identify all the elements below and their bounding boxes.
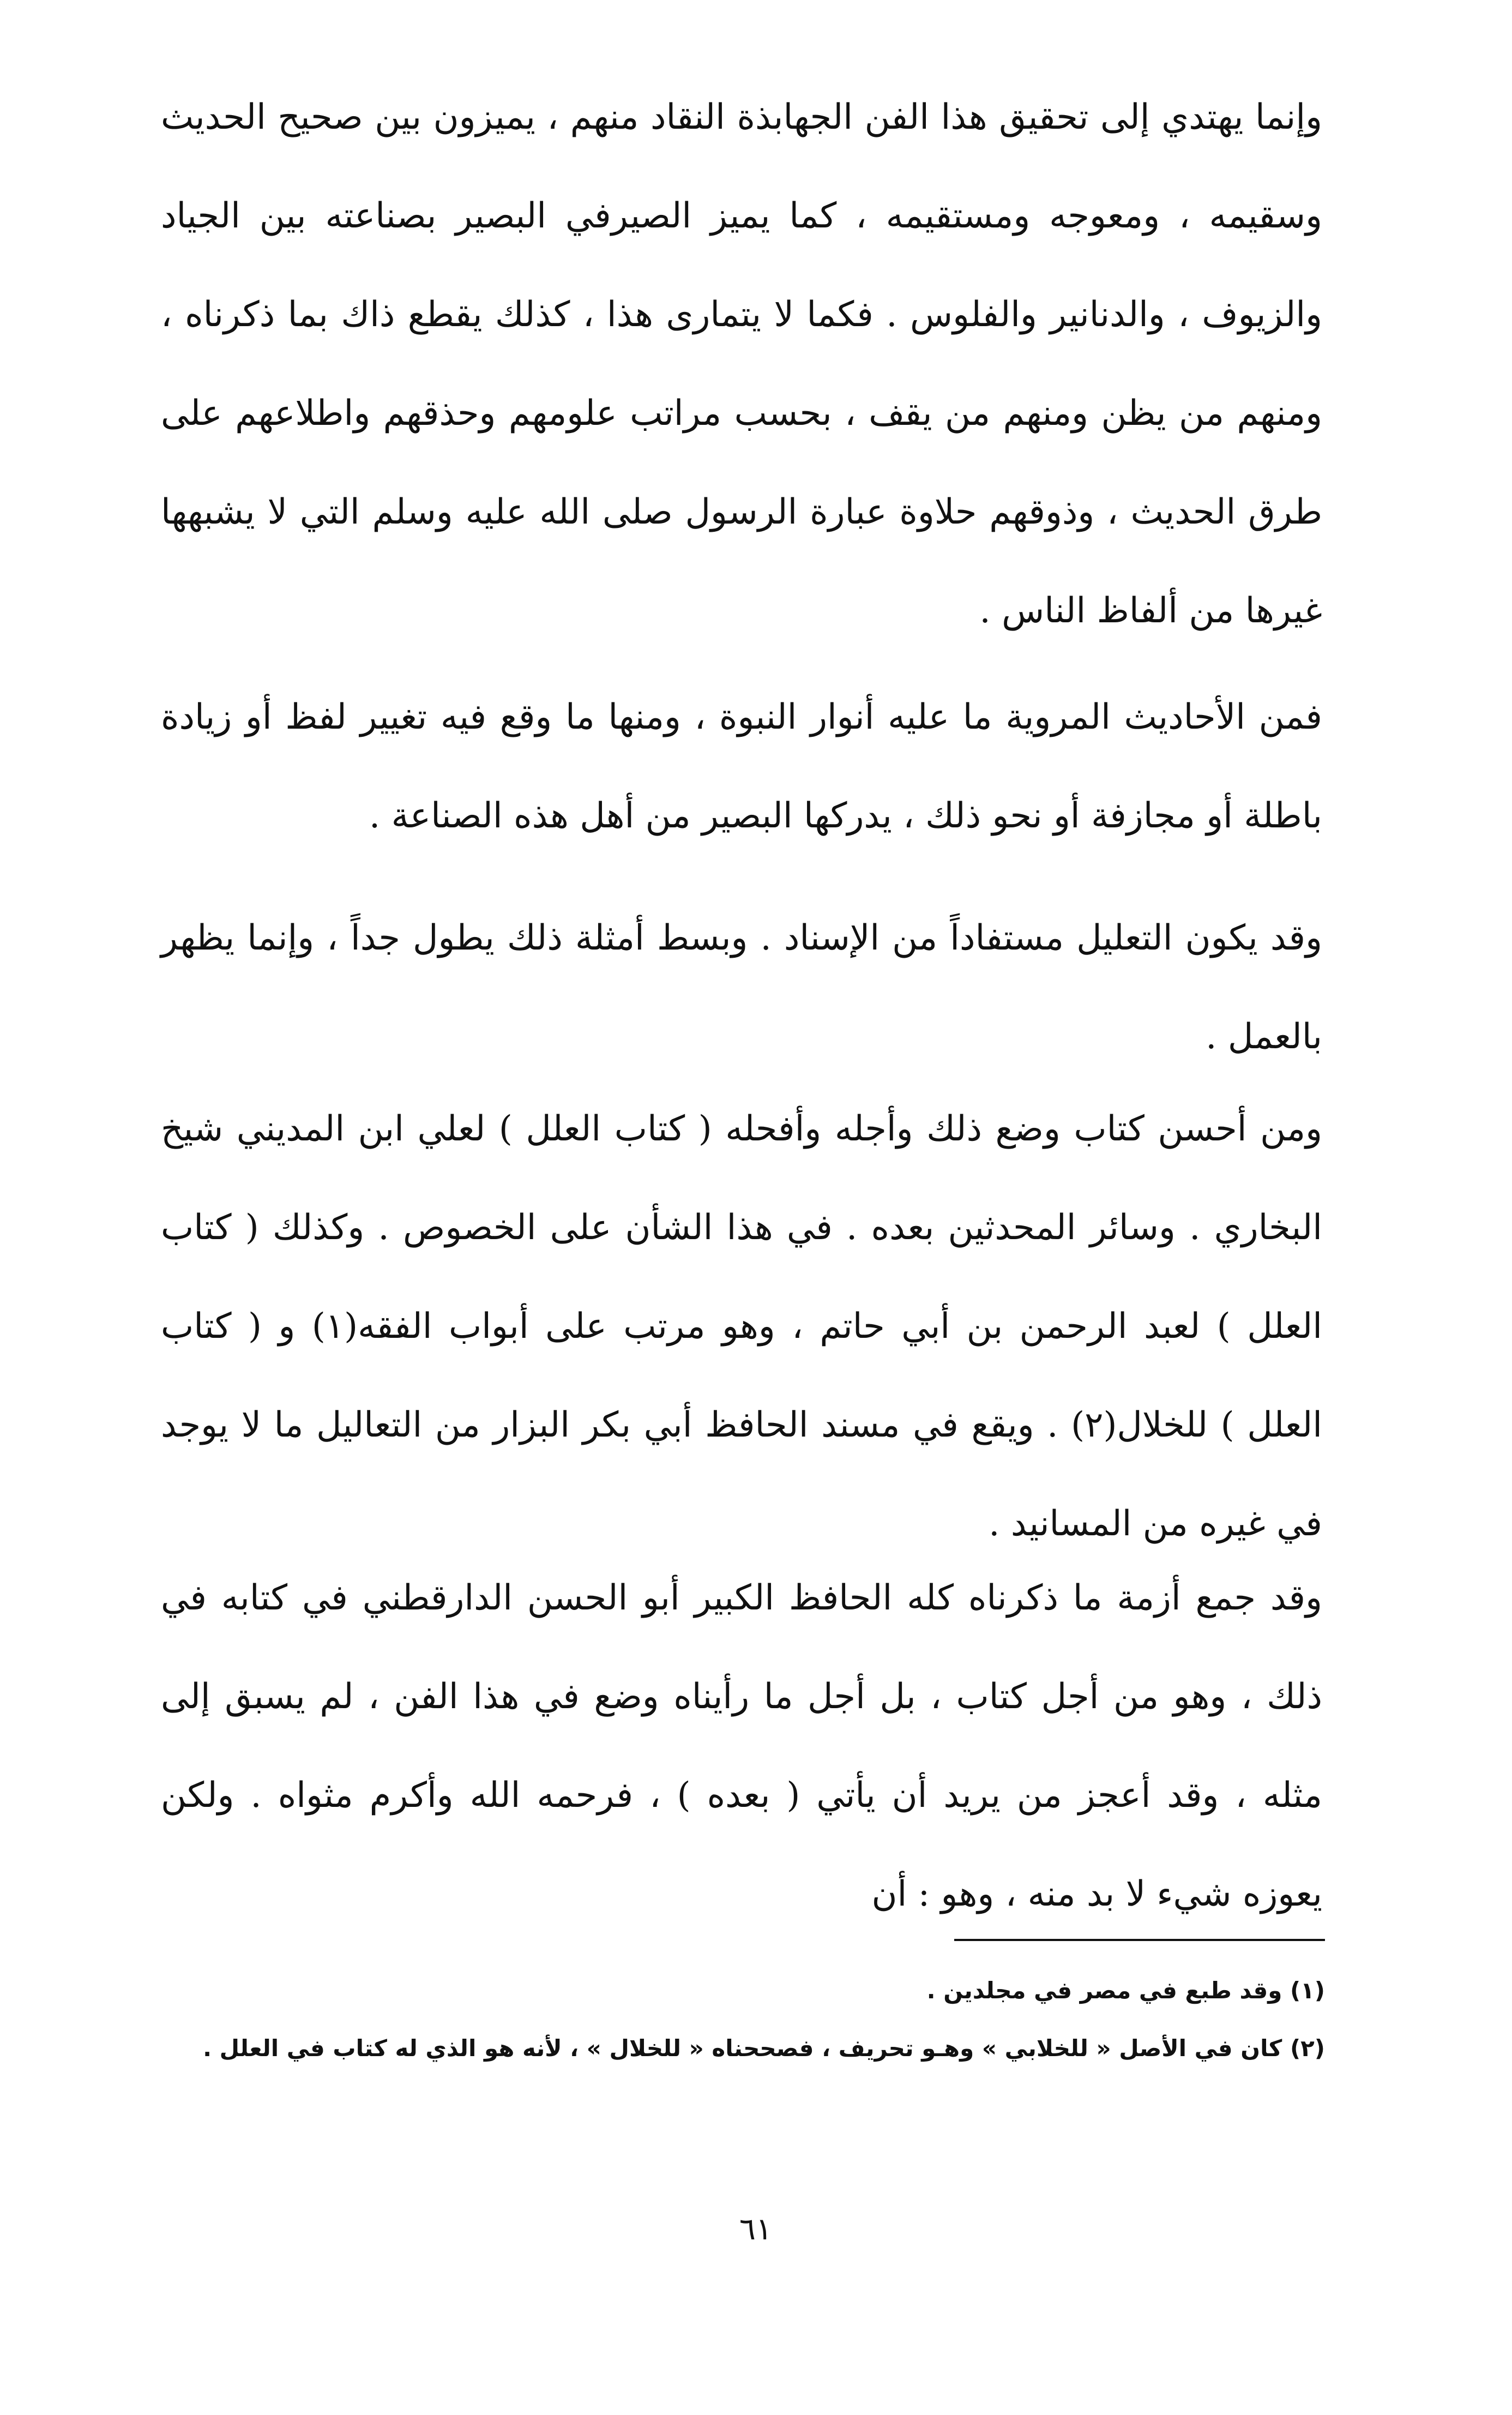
main-text-block	[161, 1080, 1322, 1573]
footnote-2: (٢) كان في الأصل « للخلابي » وهـو تحريف ، فصححناه « للخلال » ، لأنه هو الذي له كتاب في العلل .	[203, 2035, 1325, 2062]
paragraph-3: وقد يكون التعليل مستفاداً من الإسناد . وبسط أمثلة ذلك يطول جداً ، وإنما يظهر بالعمل .	[161, 918, 1322, 1057]
page-number: ٦١	[739, 2212, 773, 2247]
paragraph-5: وقد جمع أزمة ما ذكرناه كله الحافظ الكبير أبو الحسن الدارقطني في كتابه في ذلك ، وهو من أجل كتاب ، بل أجل ما رأيناه وضع في هذا الفن ، لم يسبق إلى مثله ، وقد أعجز من يريد أن يأتي ( بعده ) ، فرحمه الله وأكرم مثواه . ولكن يعوزه شيء لا بد منه ، وهو : أن	[161, 1578, 1323, 1914]
main-text-block	[161, 668, 1322, 866]
main-text-block	[161, 68, 1322, 660]
footnotes-section	[125, 1963, 1325, 2079]
main-text-block	[161, 1549, 1322, 1944]
paragraph-1: وإنما يهتدي إلى تحقيق هذا الفن الجهابذة النقاد منهم ، يميزون بين صحيح الحديث وسقيمه ، ومعوجه ومستقيمه ، كما يميز الصيرفي البصير بصناعته بين الجياد والزيوف ، والدنانير والفلوس . فكما لا يتمارى هذا ، كذلك يقطع ذاك بما ذكرناه ، ومنهم من يظن ومنهم من يقف ، بحسب مراتب علومهم وحذقهم واطلاعهم على طرق الحديث ، وذوقهم حلاوة عبارة الرسول صلى الله عليه وسلم التي لا يشبهها غيرها من ألفاظ الناس .	[161, 97, 1323, 631]
main-text-block	[161, 889, 1322, 1086]
paragraph-4: ومن أحسن كتاب وضع ذلك وأجله وأفحله ( كتاب العلل ) لعلي ابن المديني شيخ البخاري . وسائر المحدثين بعده . في هذا الشأن على الخصوص . وكذلك ( كتاب العلل ) لعبد الرحمن بن أبي حاتم ، وهو مرتب على أبواب الفقه(١) و ( كتاب العلل ) للخلال(٢) . ويقع في مسند الحافظ أبي بكر البزار من التعاليل ما لا يوجد في غيره من المسانيد .	[161, 1109, 1323, 1544]
paragraph-2: فمن الأحاديث المروية ما عليه أنوار النبوة ، ومنها ما وقع فيه تغيير لفظ أو زيادة باطلة أو مجازفة أو نحو ذلك ، يدركها البصير من أهل هذه الصناعة .	[161, 697, 1322, 836]
footnote-divider	[954, 1939, 1325, 1941]
footnote-1: (١) وقد طبع في مصر في مجلدين .	[926, 1977, 1325, 2004]
